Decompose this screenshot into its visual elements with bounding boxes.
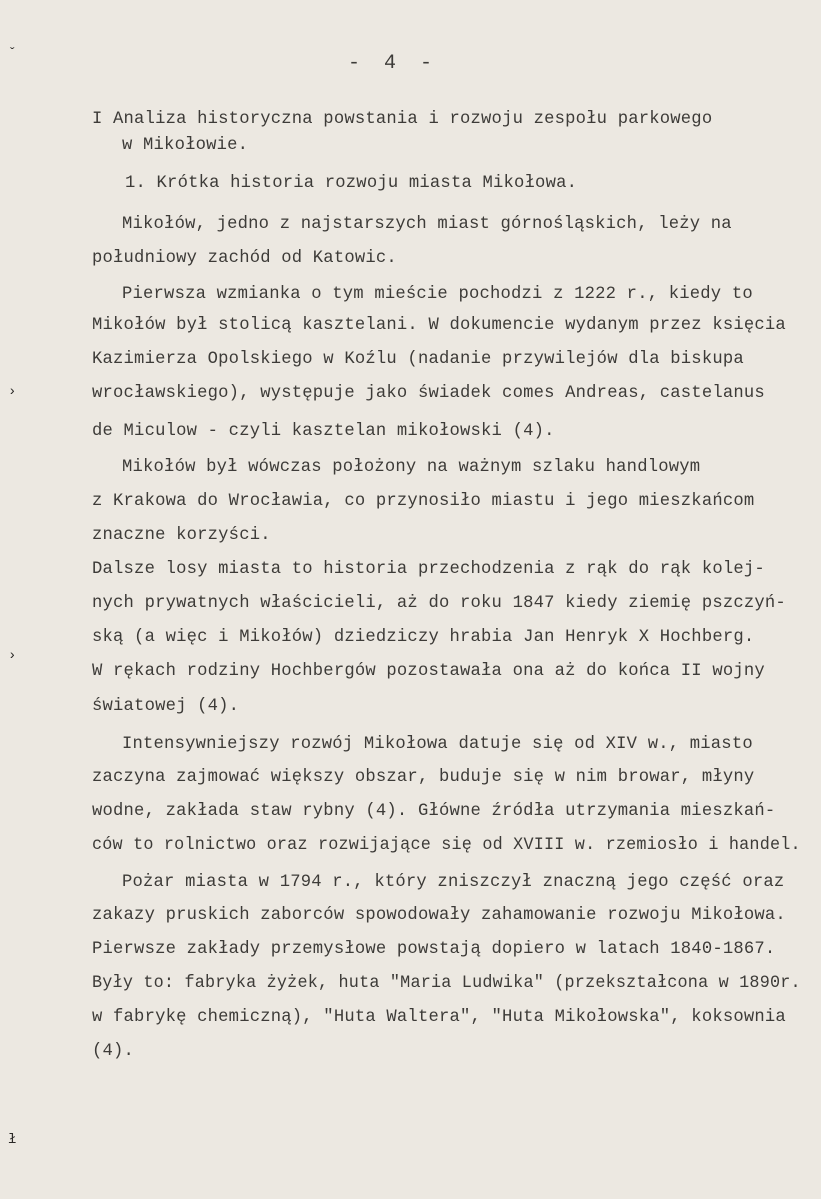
punch-hole-mark: ł bbox=[8, 1132, 17, 1148]
body-line: Były to: fabryka żyżek, huta "Maria Ludwika" (przekształcona w 1890r. bbox=[92, 974, 801, 993]
punch-hole-mark: ˇ bbox=[8, 46, 17, 62]
body-line: wodne, zakłada staw rybny (4). Główne źródła utrzymania mieszkań- bbox=[92, 802, 776, 821]
body-line: zakazy pruskich zaborców spowodowały zahamowanie rozwoju Mikołowa. bbox=[92, 906, 786, 925]
body-line: południowy zachód od Katowic. bbox=[92, 249, 397, 268]
body-line: Pierwsze zakłady przemysłowe powstają dopiero w latach 1840-1867. bbox=[92, 940, 776, 959]
body-line: ców to rolnictwo oraz rozwijające się od XVIII w. rzemiosło i handel. bbox=[92, 836, 801, 855]
heading-line-2: w Mikołowie. bbox=[122, 136, 249, 155]
body-line: Intensywniejszy rozwój Mikołowa datuje się od XIV w., miasto bbox=[122, 735, 753, 754]
body-line: zaczyna zajmować większy obszar, buduje się w nim browar, młyny bbox=[92, 768, 755, 787]
body-line: nych prywatnych właścicieli, aż do roku 1847 kiedy ziemię pszczyń- bbox=[92, 594, 786, 613]
body-line: W rękach rodziny Hochbergów pozostawała ona aż do końca II wojny bbox=[92, 662, 765, 681]
body-line: Mikołów, jedno z najstarszych miast górnośląskich, leży na bbox=[122, 215, 732, 234]
body-line: Dalsze losy miasta to historia przechodzenia z rąk do rąk kolej- bbox=[92, 560, 765, 579]
heading-line-1: I Analiza historyczna powstania i rozwoju zespołu parkowego bbox=[92, 110, 713, 129]
body-line: de Miculow - czyli kasztelan mikołowski (4). bbox=[92, 422, 555, 441]
body-line: Kazimierza Opolskiego w Koźlu (nadanie przywilejów dla biskupa bbox=[92, 350, 744, 369]
body-line: (4). bbox=[92, 1042, 135, 1061]
body-line: Mikołów był stolicą kasztelani. W dokumencie wydanym przez księcia bbox=[92, 316, 786, 335]
body-line: Mikołów był wówczas położony na ważnym szlaku handlowym bbox=[122, 458, 701, 477]
body-line: ską (a więc i Mikołów) dziedziczy hrabia Jan Henryk X Hochberg. bbox=[92, 628, 755, 647]
body-line: Pożar miasta w 1794 r., który zniszczył znaczną jego część oraz bbox=[122, 873, 785, 892]
body-line: z Krakowa do Wrocławia, co przynosiło miastu i jego mieszkańcom bbox=[92, 492, 755, 511]
body-line: w fabrykę chemiczną), "Huta Waltera", "Huta Mikołowska", koksownia bbox=[92, 1008, 786, 1027]
body-line: Pierwsza wzmianka o tym mieście pochodzi z 1222 r., kiedy to bbox=[122, 285, 753, 304]
punch-hole-mark: › bbox=[8, 384, 17, 400]
body-line: wrocławskiego), występuje jako świadek comes Andreas, castelanus bbox=[92, 384, 765, 403]
subheading: 1. Krótka historia rozwoju miasta Mikołowa. bbox=[125, 174, 578, 193]
body-line: światowej (4). bbox=[92, 697, 240, 716]
body-line: znaczne korzyści. bbox=[92, 526, 271, 545]
punch-hole-mark: › bbox=[8, 648, 17, 664]
page-number: - 4 - bbox=[348, 52, 439, 75]
